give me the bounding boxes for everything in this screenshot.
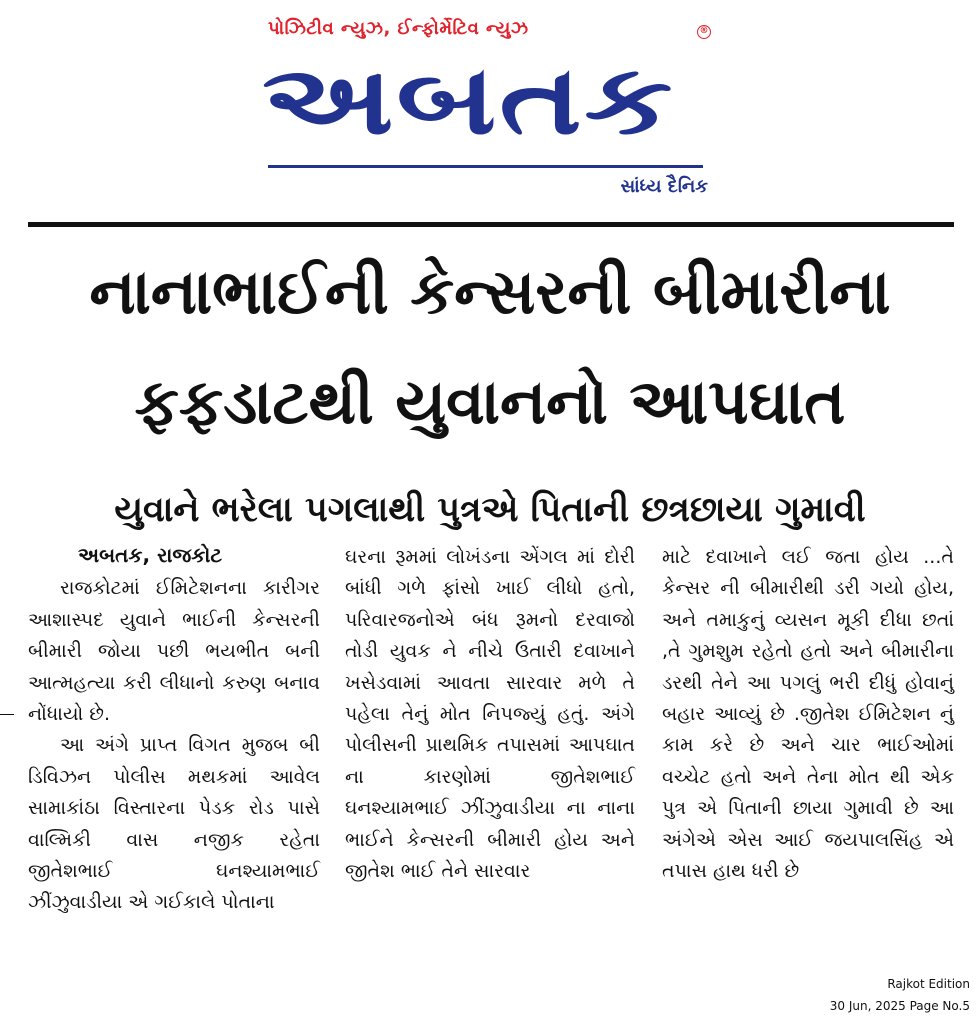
paragraph-1: રાજકોટમાં ઈમિટેશનના કારીગર આશાસ્પદ યુવાને ભાઈની કેન્સરની બીમારી જોયા પછી ભયભીત બની આત્મહત્યા કરી લીધાનો કરુણ બનાવ નોંધાયો છે. [28, 577, 320, 726]
subheadline: યુવાને ભરેલા પગલાથી પુત્રએ પિતાની છત્રછાયા ગુમાવી [114, 490, 866, 530]
headline-line-2: ફફડાટથી યુવાનનો આપઘાત [134, 365, 846, 438]
margin-tick [0, 714, 14, 715]
column-3-text: માટે દવાખાને લઈ જતા હોય ...તે કેન્સર ની બીમારીથી ડરી ગયો હોય, અને તમાકુનું વ્યસન મૂકી દીધા છતાં ,તે ગુમશુમ રહેતો હતો અને બીમારીના ડરથી તેને આ પગલું ભરી દીધું હોવાનું બહાર આવ્યું છે .જીતેશ ઈમિટેશન નું કામ કરે છે અને ચાર ભાઈઓમાં વચ્ચેટ હતો અને તેના મોત થી એક પુત્ર એ પિતાની છાયા ગુમાવી છે આ અંગેએ એસ આઈ જયપાલસિંહ એ તપાસ હાથ ધરી છે [662, 546, 954, 883]
paragraph-2: આ અંગે પ્રાપ્ત વિગત મુજબ બી ડિવિઝન પોલીસ મથકમાં આવેલ સામાકાંઠા વિસ્તારના પેડક રોડ પાસે વાલ્મિકી વાસ નજીક રહેતા જીતેશભાઈ ઘનશ્યામભાઈ ઝીંઝુવાડીયા એ ગઈકાલે પોતાના [28, 734, 320, 914]
logo-underline [268, 165, 703, 168]
article-column-3 [662, 542, 954, 887]
newspaper-logo: અબતક [262, 44, 676, 156]
edition-label: Rajkot Edition [887, 977, 970, 991]
dateline: અબતક, રાજકોટ [78, 543, 223, 567]
header-divider [28, 222, 954, 227]
registered-mark-icon: ® [697, 25, 711, 39]
article-column-1 [28, 540, 320, 919]
article-column-2 [345, 542, 635, 887]
headline-line-1: નાનાભાઈની કેન્સરની બીમારીના [89, 255, 891, 328]
masthead-subtitle: સાંધ્ય દૈનિક [620, 176, 708, 197]
column-2-text: ઘરના રૂમમાં લોખંડના એંગલ માં દોરી બાંધી ગળે ફાંસો ખાઈ લીધો હતો, પરિવારજનોએ બંધ રૂમનો દરવાજો તોડી યુવક ને નીચે ઉતારી દવાખાને ખસેડવામાં આવતા સારવાર મળે તે પહેલા તેનું મોત નિપજ્યું હતું. અંગે પોલીસની પ્રાથમિક તપાસમાં આપઘાત ના કારણોમાં જીતેશભાઈ ઘનશ્યામભાઈ ઝીંઝુવાડીયા ના નાના ભાઈને કેન્સરની બીમારી હોય અને જીતેશ ભાઈ તેને સારવાર [345, 546, 635, 883]
date-page-label: 30 Jun, 2025 Page No.5 [829, 999, 970, 1013]
masthead-tagline: પોઝિટીવ ન્યુઝ, ઈન્ફોર્મેટિવ ન્યુઝ [268, 18, 529, 39]
